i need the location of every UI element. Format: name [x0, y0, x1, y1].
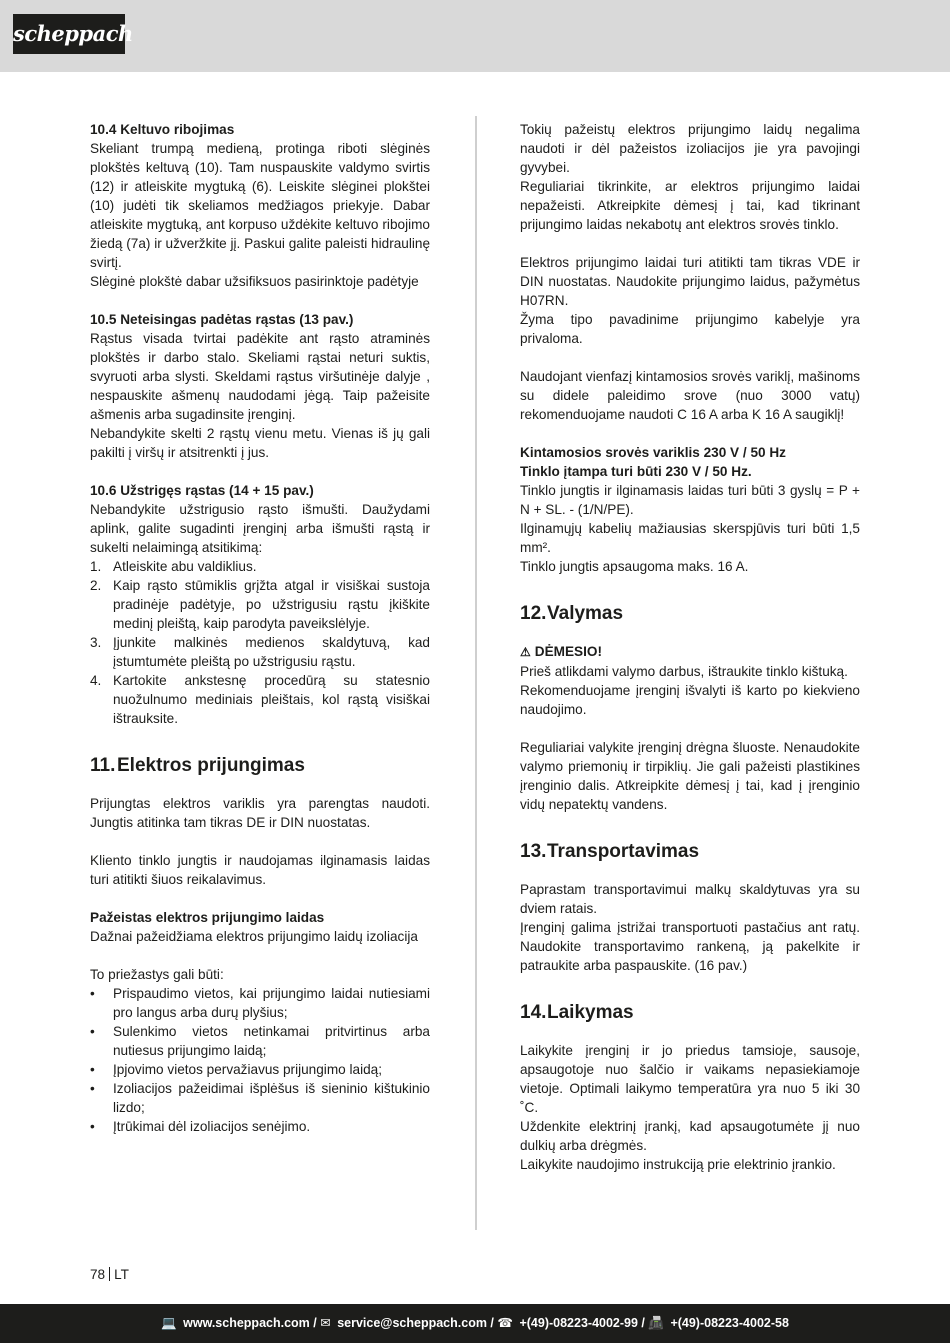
scheppach-logo: scheppach: [13, 14, 125, 54]
email-link[interactable]: service@scheppach.com /: [337, 1316, 494, 1330]
section-11-heading: 11.Elektros prijungimas: [90, 755, 305, 776]
paragraph: Laikykite įrenginį ir jo priedus tamsioje, sausoje, apsaugotoje nuo šalčio ir vaikams nepasiekiamoje vietoje. Optimali laikymo temperatūra yra nuo 5 iki 30 ˚C.: [520, 1043, 860, 1115]
paragraph: Tokių pažeistų elektros prijungimo laidų negalima naudoti ir dėl pažeistos izoliacijos jie yra pavojingi gyvybei.: [520, 122, 860, 175]
page-number: 78 LT: [90, 1267, 129, 1282]
damaged-cable-paragraph: Dažnai pažeidžiama elektros prijungimo laidų izoliacija: [90, 929, 418, 944]
warning-icon: ⚠: [520, 645, 531, 659]
list-item: • Įtrūkimai dėl izoliacijos senėjimo.: [90, 1119, 311, 1134]
paragraph: Rekomenduojame įrenginį išvalyti iš karto po kiekvieno naudojimo.: [520, 683, 860, 717]
warning-title: ⚠ DĖMESIO!: [520, 642, 860, 662]
paragraph: Elektros prijungimo laidai turi atitikti tam tikras VDE ir DIN nuostatas. Naudokite prijungimo laidus, pažymėtus H07RN.: [520, 255, 860, 308]
list-item: • Sulenkimo vietos netinkamai pritvirtinus arba nutiesus prijungimo laidą;: [90, 1024, 430, 1058]
left-column: [90, 120, 430, 1136]
section-10-6-title: 10.6 Užstrigęs rąstas (14 + 15 pav.): [90, 483, 314, 498]
right-column: [520, 120, 860, 1174]
paragraph: Žyma tipo pavadinime prijungimo kabelyje yra privaloma.: [520, 312, 860, 346]
paragraph: Tinklo jungtis ir ilginamasis laidas turi būti 3 gyslų = P + N + SL. - (1/N/PE).: [520, 483, 860, 517]
list-item: • Įpjovimo vietos pervažiavus prijungimo laidą;: [90, 1062, 382, 1077]
fax-icon: 📠: [648, 1316, 664, 1330]
section-11-paragraph: Kliento tinklo jungtis ir naudojamas ilginamasis laidas turi atitikti šiuos reikalavimus.: [90, 853, 430, 887]
page-header: [0, 0, 950, 72]
section-10-4-paragraph: Slėginė plokštė dabar užsifiksuos pasirinktoje padėtyje: [90, 274, 419, 289]
paragraph: Įrenginį galima įstrižai transportuoti pastačius ant ratų. Naudokite transportavimo rankeną, ją pakelkite ir patraukite arba paspauskite. (16 pav.): [520, 920, 860, 973]
paragraph: Reguliariai valykite įrenginį drėgna šluoste. Nenaudokite valymo priemonių ir tirpiklių. Jie gali pažeisti plastikines įrenginio dalis. Atkreipkite dėmesį į tai, kad į įrenginio vidų nepatektų vandens.: [520, 740, 860, 812]
damaged-cable-title: Pažeistas elektros prijungimo laidas: [90, 910, 325, 925]
list-item: 1. Atleiskite abu valdiklius.: [90, 559, 257, 574]
fax-number: +(49)-08223-4002-58: [670, 1316, 789, 1330]
list-item: 3. Įjunkite malkinės medienos skaldytuvą, kad įstumtumėte pleištą po užstrigusiu rąstu.: [90, 635, 430, 669]
section-11-paragraph: Prijungtas elektros variklis yra parengtas naudoti. Jungtis atitinka tam tikras DE ir DIN nuostatas.: [90, 796, 430, 830]
section-10-4-title: 10.4 Keltuvo ribojimas: [90, 122, 235, 137]
paragraph: Paprastam transportavimui malkų skaldytuvas yra su dviem ratais.: [520, 882, 860, 916]
phone-number: +(49)-08223-4002-99 /: [519, 1316, 645, 1330]
computer-icon: 💻: [161, 1316, 177, 1330]
ac-voltage-title: Tinklo įtampa turi būti 230 V / 50 Hz.: [520, 464, 752, 479]
phone-icon: ☎: [497, 1316, 513, 1330]
section-10-4-paragraph: Skeliant trumpą medieną, protinga riboti slėginės plokštės keltuvą (10). Tam nuspauskite valdymo svirtis (12) ir atleiskite mygtuką (6). Leiskite slėginei plokštei (10) judėti tik skeliamos medžiagos priekyje. Dabar atleiskite mygtuką, ant korpuso uždėkite keltuvo ribojimo žiedą (7a) ir užveržkite jį. Paskui galite paleisti hidraulinę svirtį.: [90, 141, 431, 270]
section-10-5-title: 10.5 Neteisingas padėtas rąstas (13 pav.): [90, 312, 354, 327]
paragraph: Laikykite naudojimo instrukciją prie elektrinio įrankio.: [520, 1157, 836, 1172]
paragraph: Ilginamųjų kabelių mažiausias skerspjūvis turi būti 1,5 mm².: [520, 521, 860, 555]
section-10-6-paragraph: Nebandykite užstrigusio rąsto išmušti. Daužydami aplink, galite sugadinti įrenginį arba išmušti rąstą ir sukelti nelaimingą atsitikimą:: [90, 502, 430, 555]
section-14-heading: 14.Laikymas: [520, 1002, 634, 1023]
paragraph: Reguliariai tikrinkite, ar elektros prijungimo laidai nepažeisti. Atkreipkite dėmesį į tai, kad tikrinant prijungimo laidas nekabotų ant elektros srovės tinklo.: [520, 179, 860, 232]
list-item: • Izoliacijos pažeidimai išplėšus iš sieninio kištukinio lizdo;: [90, 1081, 430, 1115]
website-link[interactable]: www.scheppach.com /: [183, 1316, 317, 1330]
causes-intro: To priežastys gali būti:: [90, 967, 224, 982]
page-footer: [0, 1304, 950, 1343]
paragraph: Uždenkite elektrinį įrankį, kad apsaugotumėte jį nuo dulkių arba drėgmės.: [520, 1119, 860, 1153]
section-12-heading: 12.Valymas: [520, 603, 624, 624]
section-10-5-paragraph: Nebandykite skelti 2 rąstų vienu metu. Vienas iš jų gali pakilti į viršų ir atsitrenkti į jus.: [90, 426, 430, 460]
numbered-list: [90, 557, 430, 728]
paragraph: Prieš atlikdami valymo darbus, ištraukite tinklo kištuką.: [520, 664, 848, 679]
list-item: • Prispaudimo vietos, kai prijungimo laidai nutiesiami pro langus arba durų plyšius;: [90, 986, 430, 1020]
bullet-list: [90, 984, 430, 1136]
paragraph: Tinklo jungtis apsaugoma maks. 16 A.: [520, 559, 749, 574]
section-13-heading: 13.Transportavimas: [520, 841, 700, 862]
list-item: 2. Kaip rąsto stūmiklis grįžta atgal ir visiškai sustoja pradinėje padėtyje, po užstrigusiu rąstu įkiškite medinį pleištą, kaip parodyta paveikslėlyje.: [90, 578, 430, 631]
section-10-5-paragraph: Rąstus visada tvirtai padėkite ant rąsto atraminės plokštės ir darbo stalo. Skeliami rąstai neturi suktis, svyruoti arba slysti. Skeldami rąstus viršutinėje dalyje , nespauskite ašmenų naudodami jėgą. Taip pažeisite ašmenis arba sugadinsite įrenginį.: [90, 331, 430, 422]
list-item: 4. Kartokite ankstesnę procedūrą su statesnio nuožulnumo mediniais pleištais, kol rąstą visiškai ištrauksite.: [90, 673, 430, 726]
column-divider: [475, 116, 477, 1230]
ac-motor-title: Kintamosios srovės variklis 230 V / 50 Hz: [520, 445, 786, 460]
mail-icon: ✉: [320, 1316, 331, 1330]
paragraph: Naudojant vienfazį kintamosios srovės variklį, mašinoms su didele paleidimo srove (nuo 3000 vatų) rekomenduojame naudoti C 16 A arba K 16 A saugiklį!: [520, 369, 860, 422]
